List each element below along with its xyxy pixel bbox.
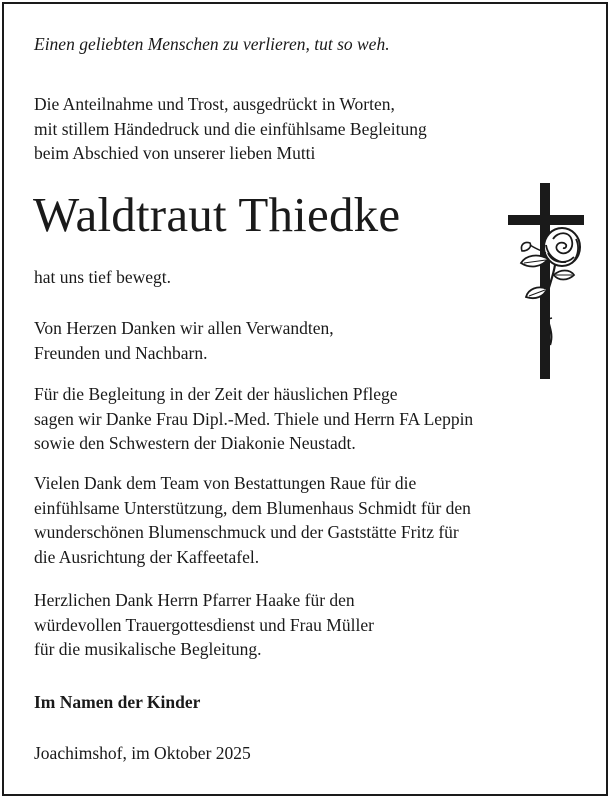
- services-line: wunderschönen Blumenschmuck und der Gaststätte Fritz für: [34, 522, 459, 542]
- pastor-line: würdevollen Trauergottesdienst und Frau Müller: [34, 614, 374, 635]
- place-date-line: Joachimshof, im Oktober 2025: [34, 743, 251, 763]
- deceased-name: Waldtraut Thiedke: [33, 187, 401, 242]
- care-paragraph: [34, 382, 473, 456]
- signature-line: Im Namen der Kinder: [34, 692, 201, 712]
- care-line: Für die Begleitung in der Zeit der häuslichen Pflege: [34, 384, 398, 404]
- intro-line: beim Abschied von unserer lieben Mutti: [34, 143, 316, 163]
- pastor-paragraph: [34, 588, 374, 662]
- pastor-line: Herzlichen Dank Herrn Pfarrer Haake für den: [34, 590, 355, 610]
- services-line: die Ausrichtung der Kaffeetafel.: [34, 546, 260, 567]
- intro-line: Die Anteilnahme und Trost, ausgedrückt in Worten,: [34, 94, 395, 114]
- services-paragraph: [34, 471, 471, 569]
- moved-line: hat uns tief bewegt.: [34, 267, 172, 287]
- pastor-line: für die musikalische Begleitung.: [34, 639, 262, 659]
- intro-paragraph: [34, 92, 427, 166]
- thanks-family-line: Von Herzen Danken wir allen Verwandten,: [34, 318, 334, 338]
- services-line: einfühlsame Unterstützung, dem Blumenhaus Schmidt für den: [34, 497, 471, 518]
- thanks-family-paragraph: [34, 316, 334, 365]
- care-line: sagen wir Danke Frau Dipl.-Med. Thiele und Herrn FA Leppin: [34, 408, 474, 429]
- cross-with-rose-icon: [508, 183, 584, 379]
- thanks-family-line: Freunden und Nachbarn.: [34, 342, 208, 363]
- intro-line: mit stillem Händedruck und die einfühlsame Begleitung: [34, 118, 427, 139]
- notice-motto: Einen geliebten Menschen zu verlieren, tut so weh.: [34, 34, 390, 54]
- services-line: Vielen Dank dem Team von Bestattungen Raue für die: [34, 473, 417, 493]
- care-line: sowie den Schwestern der Diakonie Neustadt.: [34, 433, 356, 453]
